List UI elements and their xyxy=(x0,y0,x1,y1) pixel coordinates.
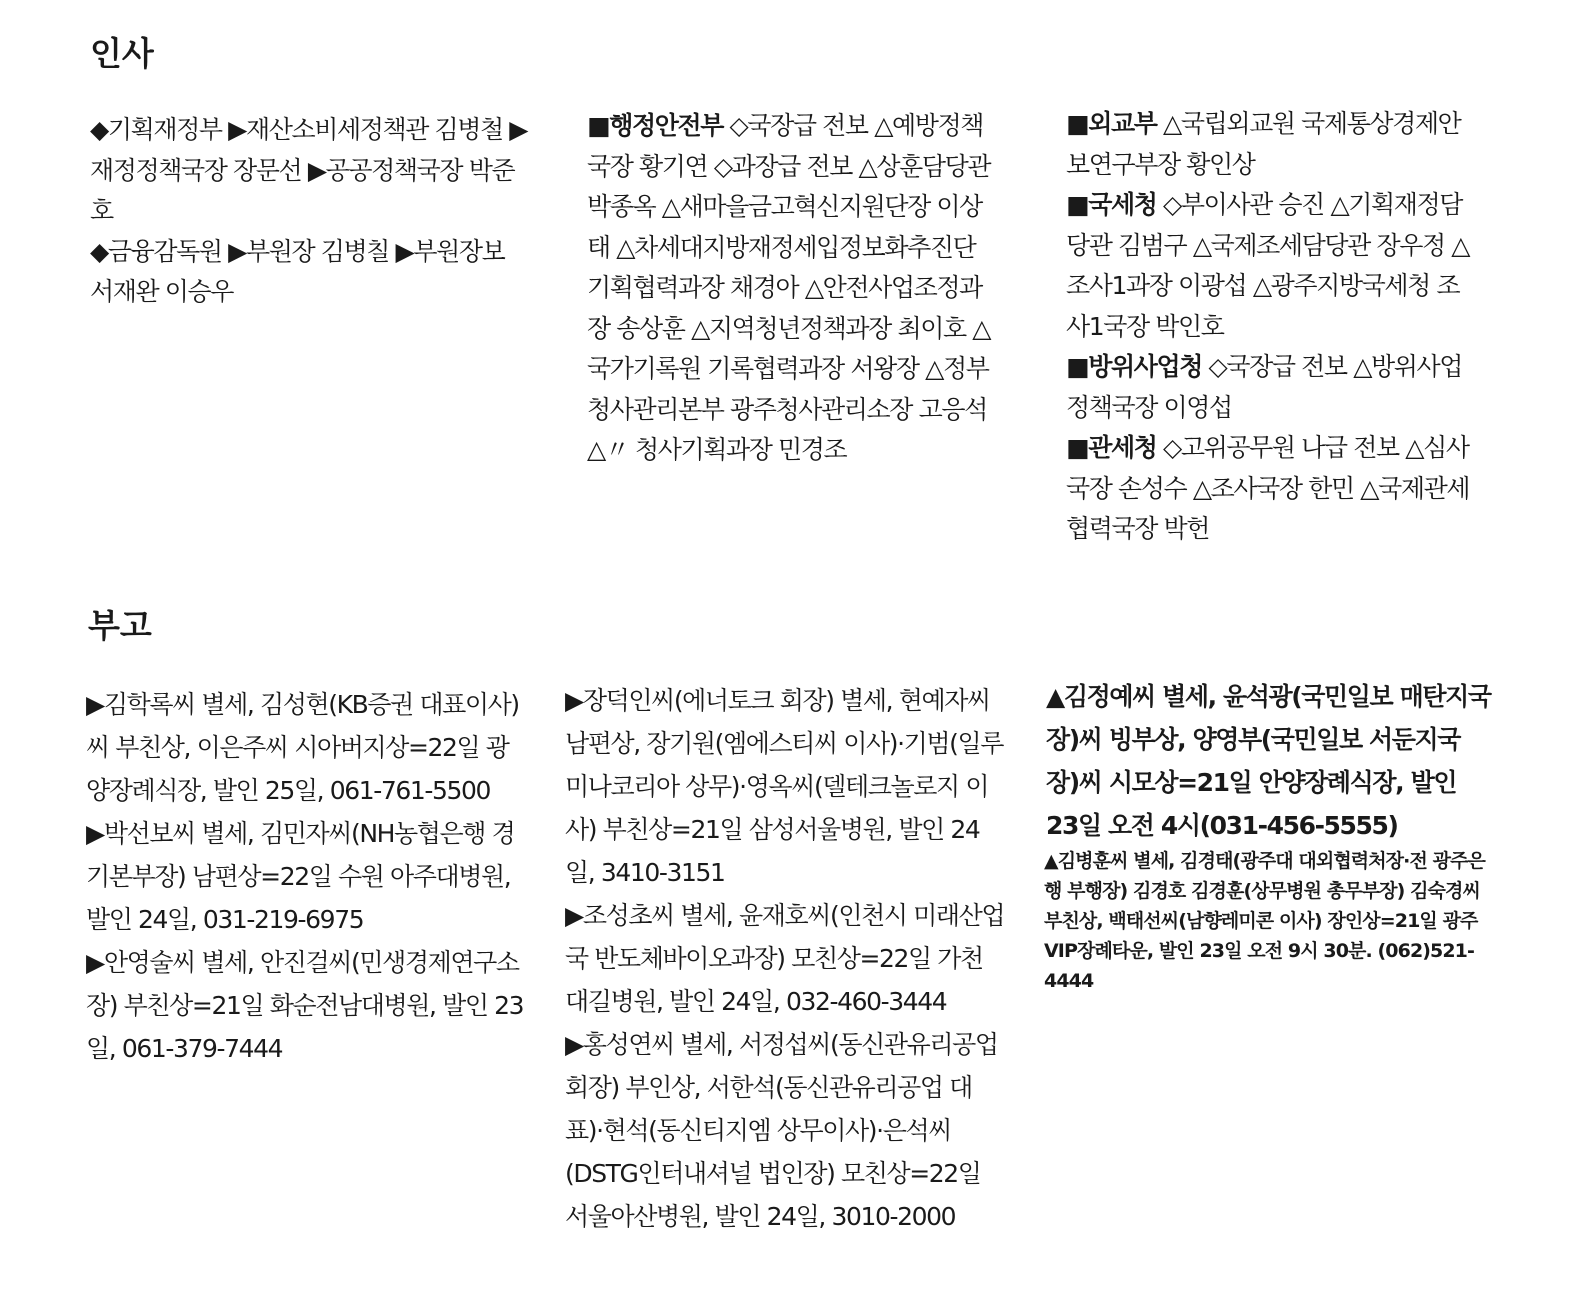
obituary-column-3 xyxy=(1046,675,1491,847)
personnel-entry: ◆금융감독원 ▶부원장 김병칠 ▶부원장보 서재완 이승우 xyxy=(90,236,505,306)
section-heading-personnel: 인사 xyxy=(90,34,154,73)
personnel-column-1 xyxy=(90,110,530,313)
obituary-entry: ▶김학록씨 별세, 김성현(KB증권 대표이사)씨 부친상, 이은주씨 시아버지상=22일 광양장례식장, 발인 25일, 061-761-5500 xyxy=(86,690,519,805)
obituary-entry: ▶안영술씨 별세, 안진걸씨(민생경제연구소장) 부친상=21일 화순전남대병원, 발인 23일, 061-379-7444 xyxy=(86,948,524,1063)
personnel-entry: ◆기획재정부 ▶재산소비세정책관 김병철 ▶재정정책국장 장문선 ▶공공정책국장 박준호 xyxy=(90,115,528,225)
obituary-entry: ▲김정예씨 별세, 윤석광(국민일보 매탄지국장)씨 빙부상, 양영부(국민일보 서둔지국장)씨 시모상=21일 안양장례식장, 발인 23일 오전 4시(031-456-5555) xyxy=(1046,682,1491,840)
obituary-column-3-small xyxy=(1044,846,1489,996)
personnel-column-2 xyxy=(587,106,1002,471)
entry-text: ◇국장급 전보 △방위사업정책국장 이영섭 xyxy=(1066,352,1463,422)
org-name: ■방위사업청 xyxy=(1066,352,1202,381)
obituary-entry: ▶홍성연씨 별세, 서정섭씨(동신관유리공업 회장) 부인상, 서한석(동신관유리공업 대표)·현석(동신티지엠 상무이사)·은석씨(DSTG인터내셔널 법인장) 모친상=22일 서울아산병원, 발인 24일, 3010-2000 xyxy=(565,1030,998,1231)
org-name: ■관세청 xyxy=(1066,433,1157,462)
personnel-entry xyxy=(587,106,1002,471)
personnel-column-3 xyxy=(1066,104,1481,550)
org-name: ■국세청 xyxy=(1066,190,1157,219)
entry-text: ◇고위공무원 나급 전보 △심사국장 손성수 △조사국장 한민 △국제관세협력국장 박헌 xyxy=(1066,433,1470,543)
obituary-entry: ▶장덕인씨(에너토크 회장) 별세, 현예자씨 남편상, 장기원(엠에스티씨 이사)·기범(일루미나코리아 상무)·영옥씨(델테크놀로지 이사) 부친상=21일 삼성서울병원, 발인 24일, 3410-3151 xyxy=(565,686,1003,887)
personnel-entry xyxy=(1066,104,1481,185)
personnel-entry xyxy=(1066,185,1481,347)
org-name: ■외교부 xyxy=(1066,109,1157,138)
obituary-column-1 xyxy=(86,683,526,1070)
obituary-entry: ▶박선보씨 별세, 김민자씨(NH농협은행 경기본부장) 남편상=22일 수원 아주대병원, 발인 24일, 031-219-6975 xyxy=(86,819,515,934)
personnel-entry xyxy=(1066,347,1481,428)
obituary-column-2 xyxy=(565,679,1005,1238)
entry-text: ◇부이사관 승진 △기획재정담당관 김범구 △국제조세담당관 장우정 △조사1과장 이광섭 △광주지방국세청 조사1국장 박인호 xyxy=(1066,190,1470,341)
section-heading-obituary: 부고 xyxy=(88,606,152,645)
entry-text: ◇국장급 전보 △예방정책국장 황기연 ◇과장급 전보 △상훈담당관 박종옥 △새마을금고혁신지원단장 이상태 △차세대지방재정세입정보화추진단 기획협력과장 채경아 △안전사업조정과장 송상훈 △지역청년정책과장 최이호 △국가기록원 기록협력과장 서왕장 △정부청사관리본부 광주청사관리소장 고응석 △〃 청사기획과장 민경조 xyxy=(587,111,991,464)
entry-text: △국립외교원 국제통상경제안보연구부장 황인상 xyxy=(1066,109,1461,179)
personnel-entry xyxy=(1066,428,1481,550)
obituary-entry-small: ▲김병훈씨 별세, 김경태(광주대 대외협력처장·전 광주은행 부행장) 김경호 김경훈(상무병원 총무부장) 김숙경씨 부친상, 백태선씨(남향레미콘 이사) 장인상=21일 광주 VIP장례타운, 발인 23일 오전 9시 30분. (062)521-4444 xyxy=(1044,850,1485,992)
obituary-entry: ▶조성초씨 별세, 윤재호씨(인천시 미래산업국 반도체바이오과장) 모친상=22일 가천대길병원, 발인 24일, 032-460-3444 xyxy=(565,901,1005,1016)
org-name: ■행정안전부 xyxy=(587,111,723,140)
